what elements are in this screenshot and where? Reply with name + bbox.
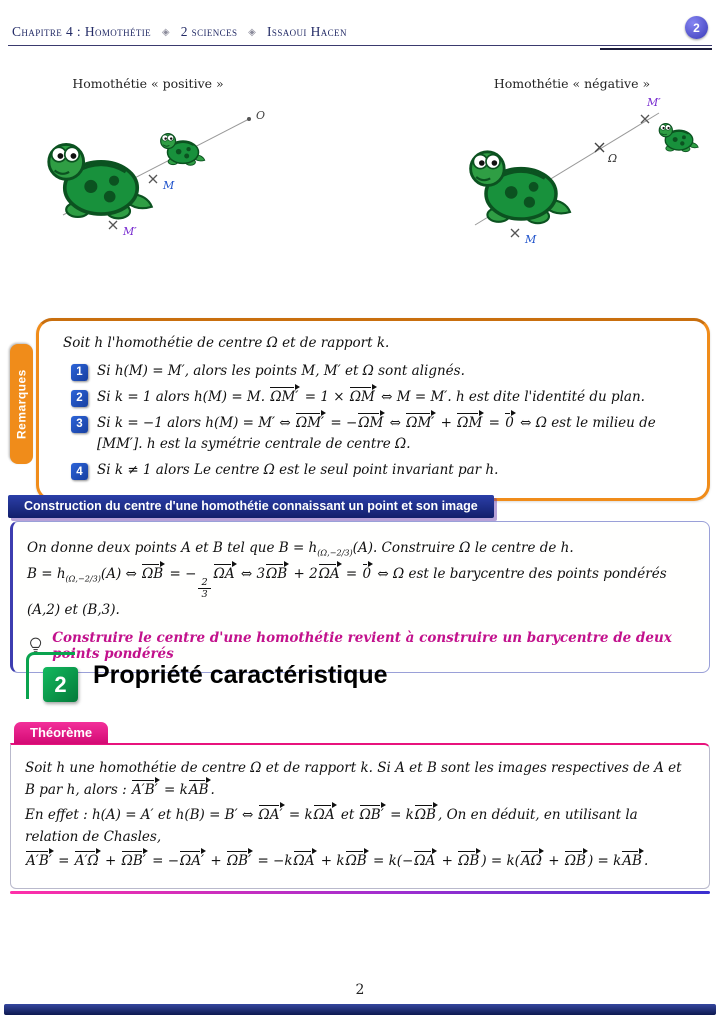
section-number-badge bbox=[26, 652, 75, 699]
point-label-O: O bbox=[256, 109, 266, 122]
remark-number-badge: 3 bbox=[71, 416, 88, 433]
theorem-box bbox=[10, 743, 710, 889]
remark-text-1: Si h(M) = M′, alors les points M, M′ et Ω sont alignés. bbox=[97, 362, 465, 379]
class-level: 2 sciences bbox=[180, 24, 238, 39]
header-rule-right bbox=[600, 48, 712, 50]
remarks-side-tab: Remarques bbox=[10, 344, 33, 464]
big-turtle-image bbox=[471, 152, 570, 223]
header-rule bbox=[8, 45, 712, 46]
point-label-M-prime: M′ bbox=[647, 96, 661, 109]
big-turtle-image bbox=[49, 144, 152, 218]
footer-page-number: 2 bbox=[355, 982, 365, 998]
point-label-M: M bbox=[163, 179, 175, 192]
construction-note-text: Construire le centre d'une homothétie revient à construire un barycentre de deux points pondérés bbox=[52, 629, 672, 662]
positive-homothety-drawing bbox=[0, 93, 303, 253]
remark-item bbox=[71, 361, 691, 383]
construction-equation: $B = h_{(\Omega,-2/3)}(A)$ ⇔ ΩB = − $\frac{2}{3}$ ΩA ⇔ 3ΩB + 2ΩA = 0 ⇔ Ω est le barycentre des points pondérés (A,2) et (B,3). bbox=[27, 565, 667, 618]
negative-homothety-drawing bbox=[417, 93, 720, 253]
decorative-gradient-rule bbox=[10, 891, 710, 894]
remarks-box bbox=[36, 318, 710, 501]
remark-text-3: Si k = −1 alors h(M) = M′ ⇔ ΩM′ = −ΩM ⇔ ΩM′ + ΩM = 0 ⇔ Ω est le milieu de [MM′]. h est la symétrie centrale de centre Ω. bbox=[97, 414, 656, 453]
remark-text-4: Si k ≠ 1 alors Le centre Ω est le seul point invariant par h. bbox=[97, 462, 499, 479]
theorem-proof-intro: En effet : h(A) = A′ et h(B) = B′ ⇔ ΩA′ = kΩA et ΩB′ = kΩB , On en déduit, en utilisant la relation de Chasles, bbox=[25, 806, 638, 845]
point-label-M: M bbox=[525, 233, 537, 246]
small-turtle-image bbox=[161, 134, 205, 166]
chapter-title: Chapitre 4 : Homothétie bbox=[12, 24, 152, 39]
point-mark-M bbox=[511, 229, 519, 237]
section-header bbox=[26, 652, 388, 699]
page-header bbox=[12, 24, 660, 40]
remark-item bbox=[71, 387, 691, 409]
book-icon: ◈ bbox=[161, 27, 170, 38]
theorem-statement: Soit h une homothétie de centre Ω et de rapport k. Si A et B sont les images respectives de A et B par h, alors : A′B′ = kAB . bbox=[25, 760, 682, 798]
remarks-section bbox=[14, 318, 710, 501]
point-mark-M bbox=[149, 175, 157, 183]
construction-statement: On donne deux points A et B tel que $B = h_{(\Omega,-2/3)}(A)$. Construire Ω le centre de h. bbox=[27, 540, 574, 558]
theorem-proof-equation: A′B′ = A′Ω + ΩB′ = −ΩA′ + ΩB′ = −kΩA + kΩB = k(−ΩA + ΩB ) = k(AΩ + ΩB ) = kAB . bbox=[26, 853, 649, 870]
construction-banner: Construction du centre d'une homothétie connaissant un point et son image bbox=[8, 495, 494, 518]
page-number-badge: 2 bbox=[685, 16, 708, 39]
author-name: Issaoui Hacen bbox=[267, 24, 347, 39]
theorem-tab: Théorème bbox=[14, 722, 108, 744]
point-mark-M-prime bbox=[109, 221, 117, 229]
section-title: Propriété caractéristique bbox=[93, 661, 388, 689]
book-icon: ◈ bbox=[248, 27, 257, 38]
figure-caption: Homothétie « négative » bbox=[493, 76, 651, 91]
remark-number-badge: 4 bbox=[71, 463, 88, 480]
figure-caption: Homothétie « positive » bbox=[72, 76, 224, 91]
remark-text-2: Si k = 1 alors h(M) = M. ΩM′ = 1 × ΩM ⇔ M = M′. h est dite l'identité du plan. bbox=[97, 388, 645, 405]
illustration-row bbox=[0, 60, 720, 269]
remark-number-badge: 2 bbox=[71, 390, 88, 407]
small-turtle-image bbox=[659, 124, 698, 152]
remark-item bbox=[71, 413, 691, 457]
construction-box bbox=[10, 521, 710, 673]
figure-homothetie-positive bbox=[0, 76, 303, 253]
point-label-M-prime: M′ bbox=[123, 225, 137, 238]
remarks-intro: Soit h l'homothétie de centre Ω et de rapport k. bbox=[63, 335, 390, 351]
center-label-omega: Ω bbox=[608, 152, 618, 165]
remark-item bbox=[71, 460, 691, 482]
remark-number-badge: 1 bbox=[71, 364, 88, 381]
theorem-section bbox=[10, 722, 710, 894]
figure-homothetie-negative bbox=[417, 76, 720, 253]
section-number: 2 bbox=[43, 667, 78, 702]
footer-bar bbox=[4, 1004, 716, 1015]
